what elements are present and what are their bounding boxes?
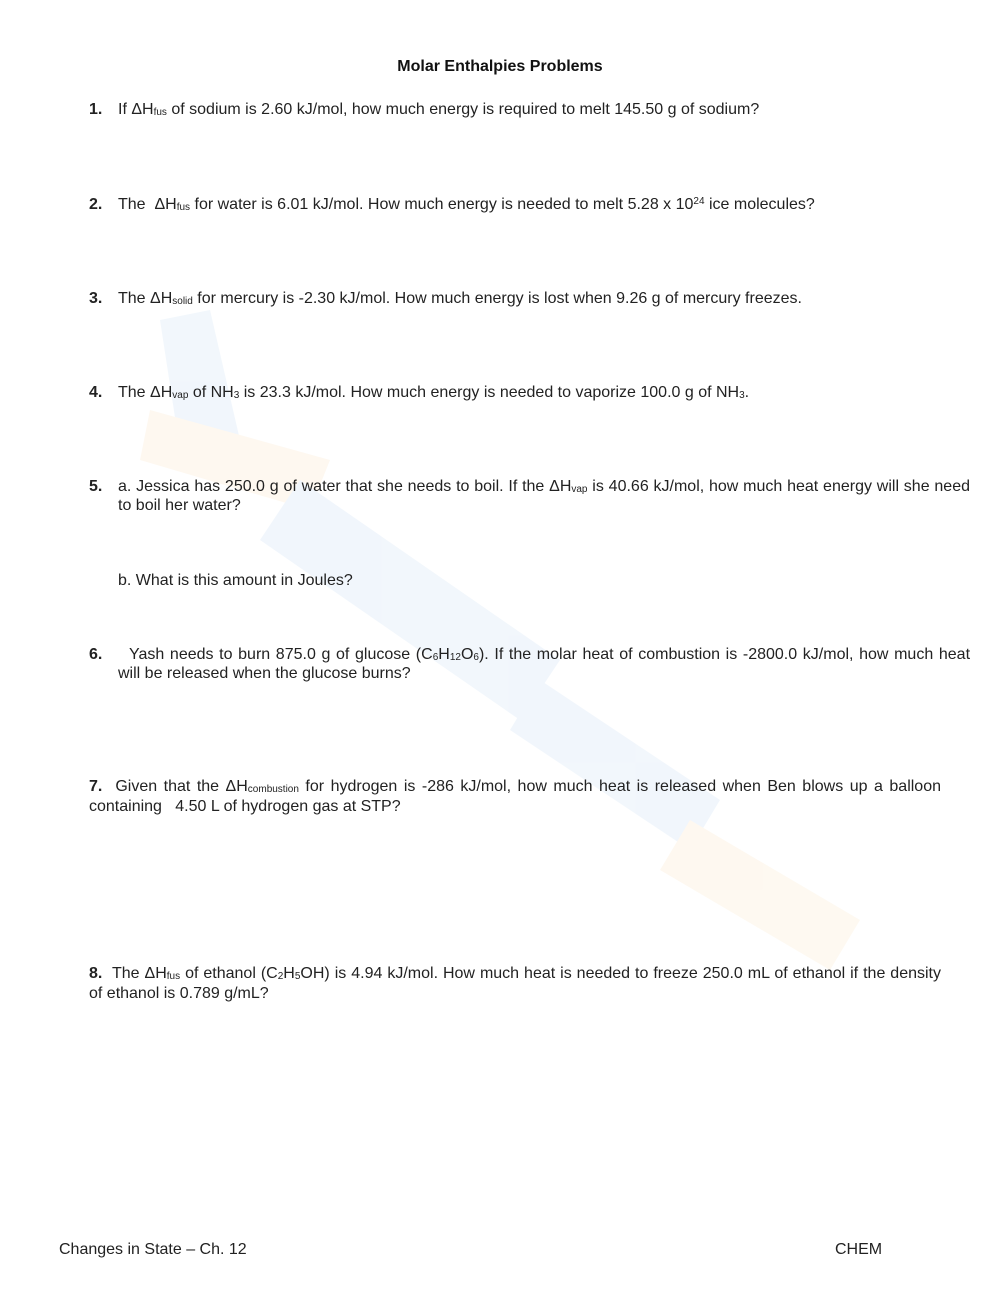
question-text: O (460, 646, 474, 663)
question-text: The ΔH (102, 965, 167, 982)
subscript: 2 (277, 971, 284, 982)
superscript: 24 (693, 196, 705, 207)
question-text: for hydrogen is -286 kJ/mol, how much heat is released when Ben blows up a balloon containing 4.50 L of hydrogen gas at STP? (89, 778, 946, 815)
subscript: fus (153, 107, 167, 118)
question-text: of NH (188, 384, 234, 401)
question-text: of ethanol (C (180, 965, 278, 982)
subscript: 6 (432, 652, 439, 663)
question-5 (89, 477, 970, 515)
page-title: Molar Enthalpies Problems (397, 58, 603, 75)
question-text: is 23.3 kJ/mol. How much energy is needed to vaporize 100.0 g of NH (239, 384, 740, 401)
subscript: combustion (247, 784, 299, 795)
question-number: 2. (89, 196, 103, 213)
question-3 (89, 289, 949, 308)
question-text: H (438, 646, 450, 663)
question-number: 7. (89, 778, 103, 795)
question-number: 1. (89, 101, 103, 118)
question-text: Given that the ΔH (102, 778, 248, 795)
subscript: 3 (739, 390, 745, 401)
subscript: 6 (473, 652, 479, 663)
question-text: The ΔH (118, 290, 173, 307)
question-8 (89, 964, 941, 1004)
question-text: OH) is 4.94 kJ/mol. How much heat is needed to freeze 250.0 mL of ethanol if the density of ethanol is 0.789 g/mL? (89, 965, 941, 1002)
question-number: 5. (89, 478, 103, 495)
question-text: Yash needs to burn 875.0 g of glucose (C (118, 646, 433, 663)
subscript: fus (166, 971, 181, 982)
footer-left: Changes in State – Ch. 12 (59, 1241, 247, 1258)
footer-right: CHEM (835, 1241, 883, 1258)
question-number: 6. (89, 646, 103, 663)
subscript: solid (172, 296, 193, 307)
question-text: for mercury is -2.30 kJ/mol. How much energy is lost when 9.26 g of mercury freezes. (192, 290, 802, 307)
question-number: 8. (89, 965, 103, 982)
subscript: vap (571, 484, 588, 495)
question-text: ice molecules? (704, 196, 815, 213)
question-7 (89, 777, 946, 817)
question-text: H (283, 965, 295, 982)
question-text: If ΔH (118, 101, 154, 118)
question-number: 3. (89, 290, 103, 307)
question-text: . (744, 384, 750, 401)
question-text: The ΔH (118, 384, 173, 401)
question-2 (89, 195, 949, 214)
subscript: fus (176, 202, 191, 213)
question-text: a. Jessica has 250.0 g of water that she needs to boil. If the ΔH (118, 478, 572, 495)
subscript: 3 (233, 390, 240, 401)
question-text: ). If the molar heat of combustion is -2800.0 kJ/mol, how much heat will be released when the glucose burns? (118, 646, 971, 682)
question-text: is 40.66 kJ/mol, how much heat energy will she need to boil her water? (118, 478, 970, 514)
question-5-part-b: b. What is this amount in Joules? (118, 572, 353, 589)
question-1 (89, 100, 949, 119)
question-4 (89, 383, 949, 402)
subscript: vap (172, 390, 189, 401)
question-number: 4. (89, 384, 103, 401)
question-text: for water is 6.01 kJ/mol. How much energy is needed to melt 5.28 x 10 (190, 196, 694, 213)
question-text: The ΔH (118, 196, 177, 213)
question-6 (89, 645, 970, 683)
subscript: 12 (449, 652, 461, 663)
subscript: 5 (294, 971, 301, 982)
question-text: of sodium is 2.60 kJ/mol, how much energy is required to melt 145.50 g of sodium? (166, 101, 760, 118)
